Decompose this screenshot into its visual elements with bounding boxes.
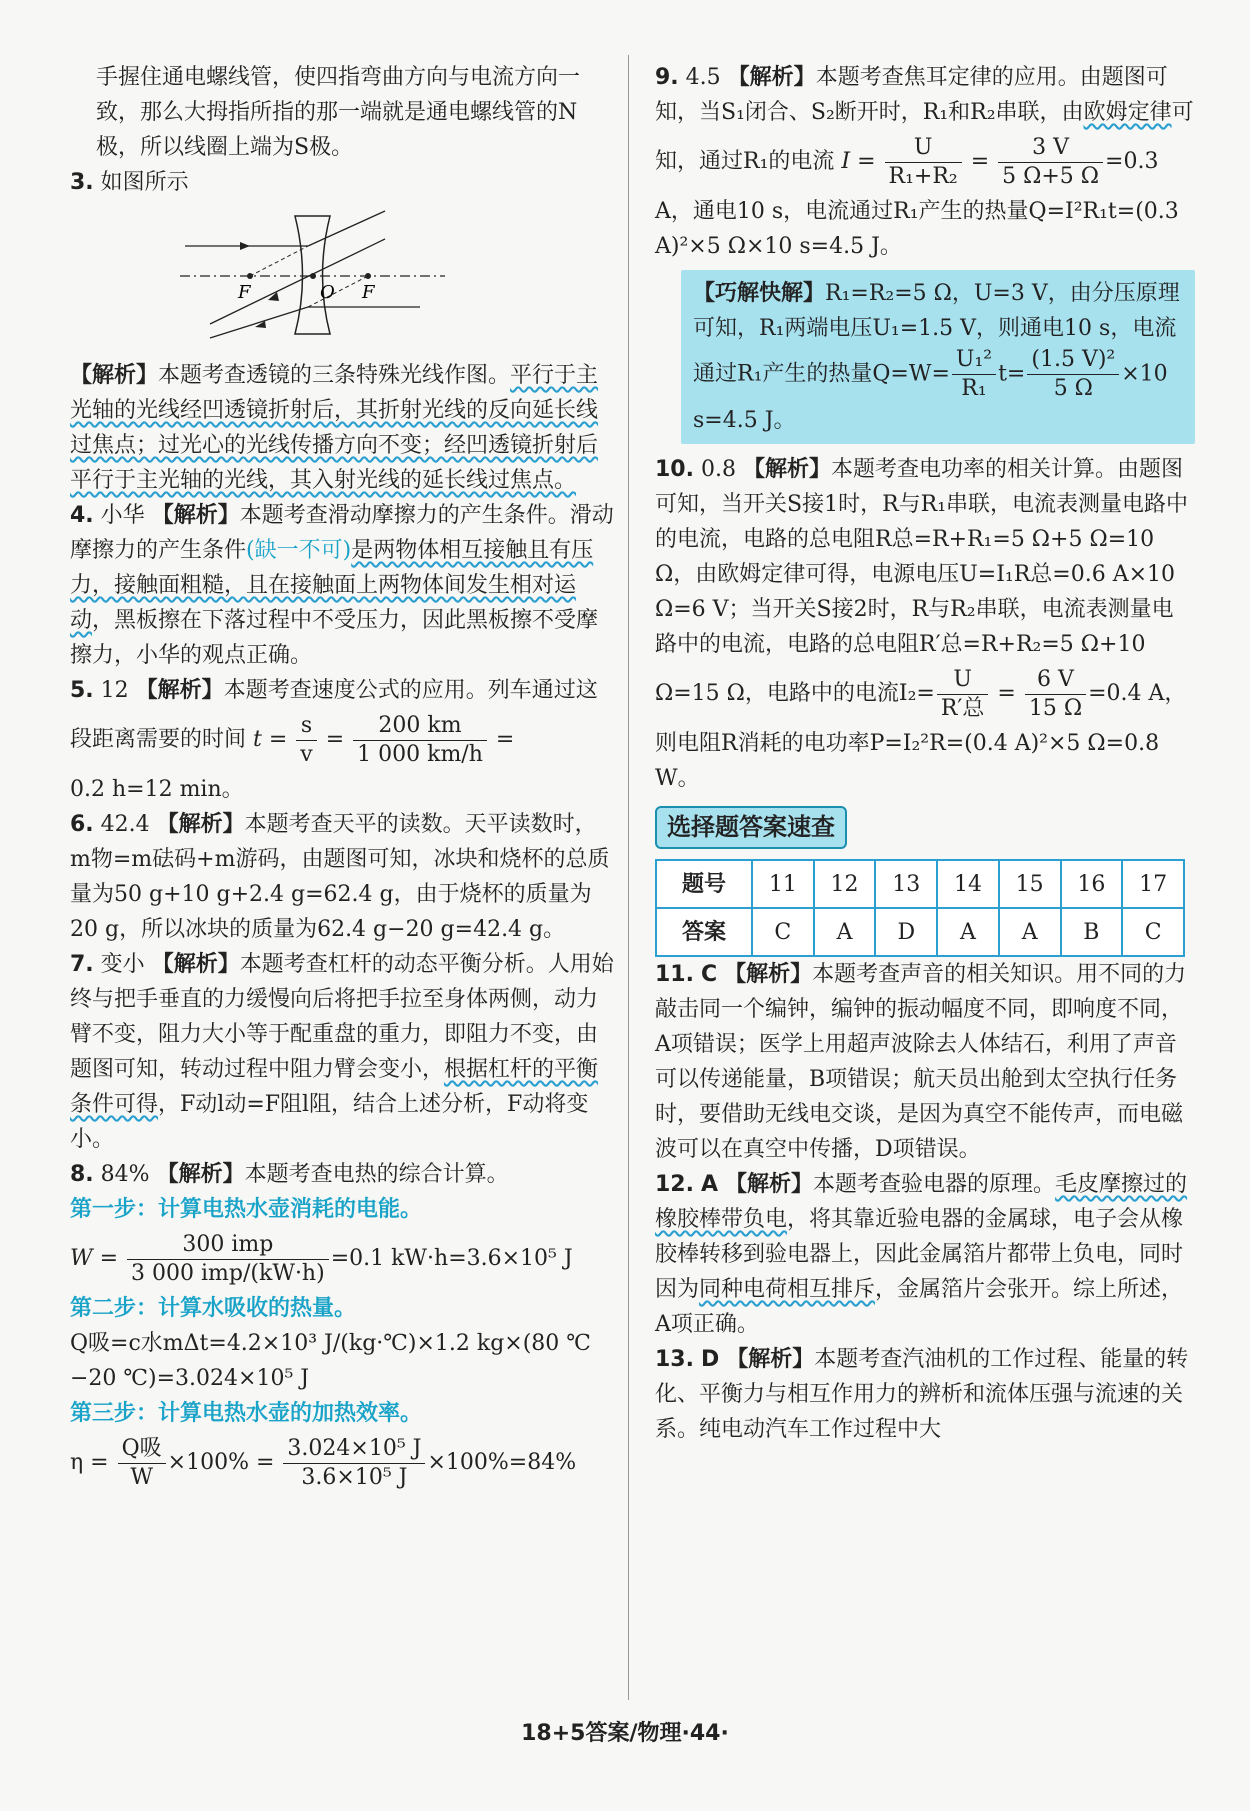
- question-11: [655, 957, 1195, 1167]
- question-number: 9.: [655, 65, 679, 90]
- column-divider: [628, 55, 629, 1700]
- question-5: 5. 12 【解析】本题考查速度公式的应用。列车通过这段距离需要的时间 t = $\frac{s}{v}$ = $\frac{200 km}{1 000 km/h}$ = 0.2 h=12 min。: [70, 678, 598, 802]
- answer-text: 4.5: [685, 65, 721, 90]
- analysis-text: ，黑板擦在下落过程中不受压力，因此黑板擦不受摩擦力，小华的观点正确。: [70, 608, 599, 668]
- analysis-text: 本题考查天平的读数。天平读数时，m物=m砝码+m游码，由题图可知，冰块和烧杯的总质量为50 g+10 g+2.4 g=62.4 g，由于烧杯的质量为20 g，所以冰块的质量为62.4 g−20 g=42.4 g。: [70, 812, 610, 942]
- analysis-key-text: 毛皮摩擦过的橡胶棒带负电: [655, 1172, 1188, 1232]
- left-column: [70, 60, 615, 1495]
- answer-text: C: [700, 962, 718, 987]
- analysis-key-text: 欧姆定律: [1083, 100, 1172, 125]
- fraction: $\frac{3 V}{5 \Omega+5 \Omega}$: [998, 134, 1103, 191]
- table-cell: A: [937, 908, 999, 956]
- question-number: 12.: [655, 1172, 694, 1197]
- right-column: [655, 60, 1195, 1447]
- analysis-text: 可知，通过R₁的电流: [655, 100, 1194, 174]
- analysis-text: 本题考查滑动摩擦力的产生条件。滑动摩擦力的产生条件: [70, 503, 614, 563]
- question-8: [70, 1157, 615, 1495]
- question-number: 10.: [655, 457, 694, 482]
- answer-text: 0.8: [700, 457, 736, 482]
- analysis-tag: 【解析】: [151, 952, 240, 977]
- table-row: [656, 908, 1184, 956]
- question-7: [70, 947, 615, 1157]
- table-cell: A: [999, 908, 1061, 956]
- analysis-text: 本题考查速度公式的应用。列车通过这段距离需要的时间: [70, 678, 598, 752]
- answer-text: D: [700, 1347, 720, 1372]
- fraction: $\frac{U}{\text{R′总}}$: [937, 666, 989, 723]
- efficiency-formula: η = $\frac{\text{Q吸}}{W}$ ×100% = $\frac{\text{3.024×10⁵ J}}{\text{3.6×10⁵ J}}$ ×100%=84%: [70, 1435, 577, 1490]
- table-cell: C: [752, 908, 814, 956]
- question-number: 11.: [655, 962, 694, 987]
- question-9: 9. 4.5 【解析】本题考查焦耳定律的应用。由题图可知，当S₁闭合、S₂断开时，R₁和R₂串联，由欧姆定律可知，通过R₁的电流 I = $\frac{U}{\text{R₁+R₂}}$ = $\frac{3 V}{5 \Omega+5 \Omega}$ =0.3 A，通电10 s，电流通过R₁产生的热量Q=I²R₁t=(0.3 A)²×5 Ω×10 s=4.5 J。 【巧解快解】R₁=R₂=5 Ω，U=3 V，由分压原理可知，R₁两端电压U₁=1.5 V，则通电10 s，电流通过R₁产生的热量Q=W= $\frac{\text{U₁²}}{\text{R₁}}$ t= $\frac{\text{(1.5 V)²}}{5 \Omega}$ ×10 s=4.5 J。: [655, 60, 1195, 444]
- quick-solution-tag: 【巧解快解】: [693, 281, 826, 306]
- analysis-key-text: 同种电荷相互排斥: [699, 1277, 876, 1302]
- question-number: 8.: [70, 1162, 94, 1187]
- analysis-tag: 【解析】: [727, 65, 816, 90]
- question-number: 13.: [655, 1347, 694, 1372]
- question-12: [655, 1167, 1195, 1342]
- step-1-heading: 第一步：计算电热水壶消耗的电能。: [70, 1197, 423, 1222]
- analysis-tag: 【解析】: [156, 812, 245, 837]
- energy-formula: W = $\frac{\text{300 imp}}{\text{3 000 imp/(kW·h)}}$ =0.1 kW·h=3.6×10⁵ J: [70, 1231, 573, 1286]
- table-cell: 16: [1061, 860, 1123, 908]
- optical-center-label: O: [320, 282, 335, 303]
- answer-text: 小华: [100, 503, 145, 528]
- fraction: $\frac{\text{(1.5 V)²}}{5 \Omega}$: [1027, 346, 1119, 403]
- fraction: $\frac{\text{Q吸}}{W}$: [118, 1435, 166, 1492]
- analysis-text: ，F动l动=F阻l阻，结合上述分析，F动将变小。: [70, 1092, 589, 1152]
- answer-text: 如图所示: [100, 170, 189, 195]
- analysis-tag: 【解析】: [70, 363, 159, 388]
- analysis-tag: 【解析】: [156, 1162, 245, 1187]
- analysis-text: 本题考查电热的综合计算。: [244, 1162, 509, 1187]
- analysis-text: =0.4 A，则电阻R消耗的电功率P=I₂²R=(0.4 A)²×5 Ω=0.8 W。: [655, 681, 1187, 791]
- table-cell: 13: [875, 860, 937, 908]
- row-header: 题号: [656, 860, 752, 908]
- analysis-tag: 【解析】: [135, 678, 224, 703]
- question-6: [70, 807, 615, 947]
- analysis-text: ，金属箔片会张开。综上所述，A项正确。: [655, 1277, 1184, 1337]
- analysis-tag: 【解析】: [742, 457, 831, 482]
- quick-answer-heading: 选择题答案速查: [655, 806, 847, 849]
- table-cell: 14: [937, 860, 999, 908]
- table-row: [656, 860, 1184, 908]
- step-3-heading: 第三步：计算电热水壶的加热效率。: [70, 1401, 423, 1426]
- question-4: [70, 498, 615, 673]
- concave-lens-diagram: [180, 206, 450, 341]
- answer-text: A: [700, 1172, 719, 1197]
- question-10: 10. 0.8 【解析】本题考查电功率的相关计算。由题图可知，当开关S接1时，R与R₁串联，电流表测量电路中的电流，电路的总电阻R总=R+R₁=5 Ω+5 Ω=10 Ω，由欧姆定律可得，电源电压U=I₁R总=0.6 A×10 Ω=6 V；当开关S接2时，R与R₂串联，电流表测量电路中的电流，电路的总电阻R′总=R+R₂=5 Ω+10 Ω=15 Ω，电路中的电流I₂= $\frac{U}{\text{R′总}}$ = $\frac{6 V}{15 \Omega}$ =0.4 A，则电阻R消耗的电功率P=I₂²R=(0.4 A)²×5 Ω=0.8 W。: [655, 457, 1189, 791]
- analysis-tag: 【解析】: [726, 1347, 815, 1372]
- lens-diagram: [180, 206, 615, 352]
- fraction: $\frac{\text{3.024×10⁵ J}}{\text{3.6×10⁵ J}}$: [283, 1435, 425, 1492]
- intro-text: 手握住通电螺线管，使四指弯曲方向与电流方向一致，那么大拇指所指的那一端就是通电螺线管的N极，所以线圈上端为S极。: [96, 65, 581, 160]
- analysis-text: =0.3 A，通电10 s，电流通过R₁产生的热量Q=I²R₁t=(0.3 A)²×5 Ω×10 s=4.5 J。: [655, 149, 1179, 259]
- answer-text: 84%: [100, 1162, 150, 1187]
- highlight-text: (缺一不可): [246, 538, 352, 563]
- analysis-text: 本题考查验电器的原理。: [813, 1172, 1056, 1197]
- page-footer: 18+5答案/物理·44·: [521, 1721, 729, 1746]
- fraction: $\frac{U}{\text{R₁+R₂}}$: [885, 134, 962, 191]
- analysis-text: 本题考查汽油机的工作过程、能量的转化、平衡力与相互作用力的辨析和流体压强与流速的关系。纯电动汽车工作过程中大: [655, 1347, 1189, 1442]
- table-cell: C: [1122, 908, 1184, 956]
- answer-text: 42.4: [100, 812, 150, 837]
- analysis-text: 本题考查电功率的相关计算。由题图可知，当开关S接1时，R与R₁串联，电流表测量电路中的电流，电路的总电阻R总=R+R₁=5 Ω+5 Ω=10 Ω，由欧姆定律可得，电源电压U=I₁R总=0.6 A×10 Ω=6 V；当开关S接2时，R与R₂串联，电流表测量电路中的电流，电路的总电阻R′总=R+R₂=5 Ω+10 Ω=15 Ω，电路中的电流I₂=: [655, 457, 1189, 706]
- answer-text: 变小: [100, 952, 145, 977]
- analysis-text: 本题考查焦耳定律的应用。由题图可知，当S₁闭合、S₂断开时，R₁和R₂串联，由: [655, 65, 1168, 125]
- analysis-key-text: 根据杠杆的平衡条件可得: [70, 1057, 599, 1117]
- analysis-tag: 【解析】: [151, 503, 240, 528]
- quick-solution-box: 【巧解快解】R₁=R₂=5 Ω，U=3 V，由分压原理可知，R₁两端电压U₁=1.5 V，则通电10 s，电流通过R₁产生的热量Q=W= $\frac{\text{U₁²}}{\text{R₁}}$ t= $\frac{\text{(1.5 V)²}}{5 \Omega}$ ×10 s=4.5 J。: [681, 270, 1195, 444]
- question-number: 3.: [70, 170, 94, 195]
- step-2-heading: 第二步：计算水吸收的热量。: [70, 1296, 357, 1321]
- analysis-text: 本题考查声音的相关知识。用不同的力敲击同一个编钟，编钟的振动幅度不同，即响度不同，A项错误；医学上用超声波除去人体结石，利用了声音可以传递能量，B项错误；航天员出舱到太空执行任务时，要借助无线电交谈，是因为真空不能传声，而电磁波可以在真空中传播，D项错误。: [655, 962, 1187, 1162]
- analysis-key-text: 是两物体相互接触且有压力，接触面粗糙，且在接触面上两物体间发生相对运动: [70, 538, 594, 633]
- question-3: [70, 165, 615, 200]
- analysis-text: 本题考查杠杆的动态平衡分析。人用始终与把手垂直的力缓慢向后将把手拉至身体两侧，动力臂不变，阻力大小等于配重盘的重力，即阻力不变，由题图可知，转动过程中阻力臂会变小，: [70, 952, 614, 1082]
- table-cell: 15: [999, 860, 1061, 908]
- analysis-tag: 【解析】: [725, 1172, 814, 1197]
- fraction: $\frac{200 km}{1 000 km/h}$: [353, 712, 487, 769]
- question-number: 7.: [70, 952, 94, 977]
- row-header: 答案: [656, 908, 752, 956]
- table-cell: 11: [752, 860, 814, 908]
- analysis-key-text: 平行于主光轴的光线经凹透镜折射后，其折射光线的反向延长线过焦点；过光心的光线传播方向不变；经凹透镜折射后平行于主光轴的光线，其入射光线的延长线过焦点。: [70, 363, 599, 493]
- table-cell: B: [1061, 908, 1123, 956]
- question-number: 5.: [70, 678, 94, 703]
- question-13: [655, 1342, 1195, 1447]
- table-cell: 12: [814, 860, 876, 908]
- analysis-text: 本题考查透镜的三条特殊光线作图。: [158, 363, 511, 388]
- analysis-tag: 【解析】: [724, 962, 813, 987]
- question-number: 6.: [70, 812, 94, 837]
- answer-table: [655, 859, 1185, 957]
- table-cell: D: [875, 908, 937, 956]
- analysis-text: 0.2 h=12 min。: [70, 777, 244, 802]
- table-cell: 17: [1122, 860, 1184, 908]
- analysis-text: ，将其靠近验电器的金属球，电子会从橡胶棒转移到验电器上，因此金属箔片都带上负电，同时因为: [655, 1207, 1184, 1302]
- question-number: 4.: [70, 503, 94, 528]
- heat-formula: Q吸=c水mΔt=4.2×10³ J/(kg·℃)×1.2 kg×(80 ℃−20 ℃)=3.024×10⁵ J: [70, 1331, 591, 1391]
- focus-label-left: F: [238, 282, 251, 303]
- fraction: $\frac{\text{300 imp}}{\text{3 000 imp/(kW·h)}}$: [127, 1231, 329, 1288]
- table-cell: A: [814, 908, 876, 956]
- fraction: $\frac{s}{v}$: [296, 712, 316, 769]
- focus-label-right: F: [362, 282, 375, 303]
- answer-text: 12: [100, 678, 129, 703]
- q3-analysis: [70, 358, 615, 498]
- fraction: $\frac{\text{U₁²}}{\text{R₁}}$: [952, 346, 996, 403]
- fraction: $\frac{6 V}{15 \Omega}$: [1025, 666, 1086, 723]
